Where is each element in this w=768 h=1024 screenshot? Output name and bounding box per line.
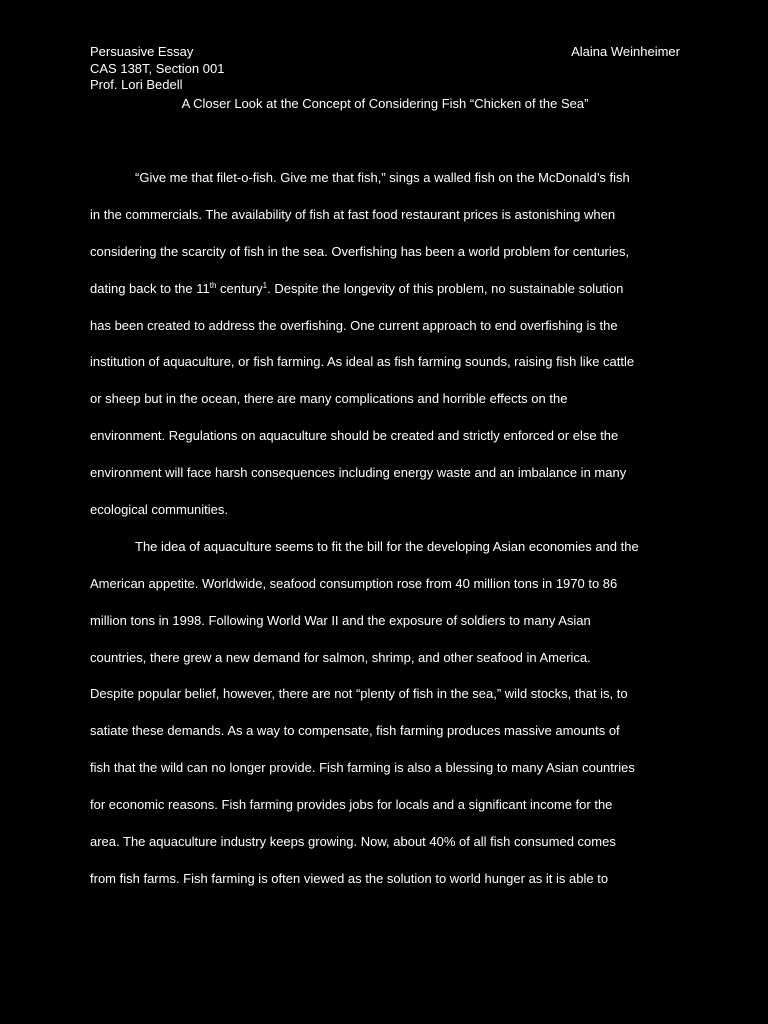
paragraph-line: ecological communities. <box>90 502 229 518</box>
paragraph-line: Despite popular belief, however, there are not “plenty of fish in the sea,” wild stocks, that is, to <box>90 686 628 702</box>
paragraph-line: The idea of aquaculture seems to fit the bill for the developing Asian economies and the <box>135 538 639 554</box>
paragraph-line: has been created to address the overfishing. One current approach to end overfishing is the <box>90 317 618 333</box>
superscript-ordinal: th <box>209 280 217 290</box>
paragraph-line: or sheep but in the ocean, there are many complications and horrible effects on the <box>90 391 568 407</box>
paragraph-line: in the commercials. The availability of fish at fast food restaurant prices is astonishing when <box>90 206 616 222</box>
paragraph-line: American appetite. Worldwide, seafood consumption rose from 40 million tons in 1970 to 86 <box>90 575 618 591</box>
paragraph-line: area. The aquaculture industry keeps growing. Now, about 40% of all fish consumed comes <box>90 834 616 850</box>
footnote-marker: 1 <box>262 280 268 290</box>
course-type: Persuasive Essay <box>90 44 194 59</box>
line-text: . Despite the longevity of this problem, no sustainable solution <box>267 280 624 296</box>
paragraph-line: countries, there grew a new demand for salmon, shrimp, and other seafood in America. <box>90 649 591 665</box>
paragraph-line: satiate these demands. As a way to compensate, fish farming produces massive amounts of <box>90 723 620 739</box>
essay-header <box>90 44 680 94</box>
paragraph-line: from fish farms. Fish farming is often viewed as the solution to world hunger as it is able to <box>90 870 609 886</box>
paragraph-line: “Give me that filet-o-fish. Give me that fish,” sings a walled fish on the McDonald’s fish <box>135 170 630 185</box>
line-text: dating back to the 11 <box>90 280 210 296</box>
course-section: CAS 138T, Section 001 <box>90 60 225 76</box>
line-text: century <box>216 280 263 296</box>
paragraph-line: for economic reasons. Fish farming provides jobs for locals and a significant income for the <box>90 797 613 813</box>
professor-name: Prof. Lori Bedell <box>90 77 183 92</box>
paragraph-line: environment. Regulations on aquaculture should be created and strictly enforced or else the <box>90 428 619 444</box>
paragraph-line <box>90 277 680 314</box>
essay-title: A Closer Look at the Concept of Considering Fish “Chicken of the Sea” <box>181 96 589 111</box>
essay-body <box>90 166 680 904</box>
paragraph-line: considering the scarcity of fish in the sea. Overfishing has been a world problem for centuries, <box>90 243 630 259</box>
paragraph-line: environment will face harsh consequences including energy waste and an imbalance in many <box>90 465 627 481</box>
paragraph-line: institution of aquaculture, or fish farming. As ideal as fish farming sounds, raising fish like cattle <box>90 354 635 370</box>
author-name: Alaina Weinheimer <box>571 44 680 59</box>
paragraph-line: fish that the wild can no longer provide. Fish farming is also a blessing to many Asian countries <box>90 760 635 776</box>
paragraph-line: million tons in 1998. Following World War II and the exposure of soldiers to many Asian <box>90 612 591 628</box>
